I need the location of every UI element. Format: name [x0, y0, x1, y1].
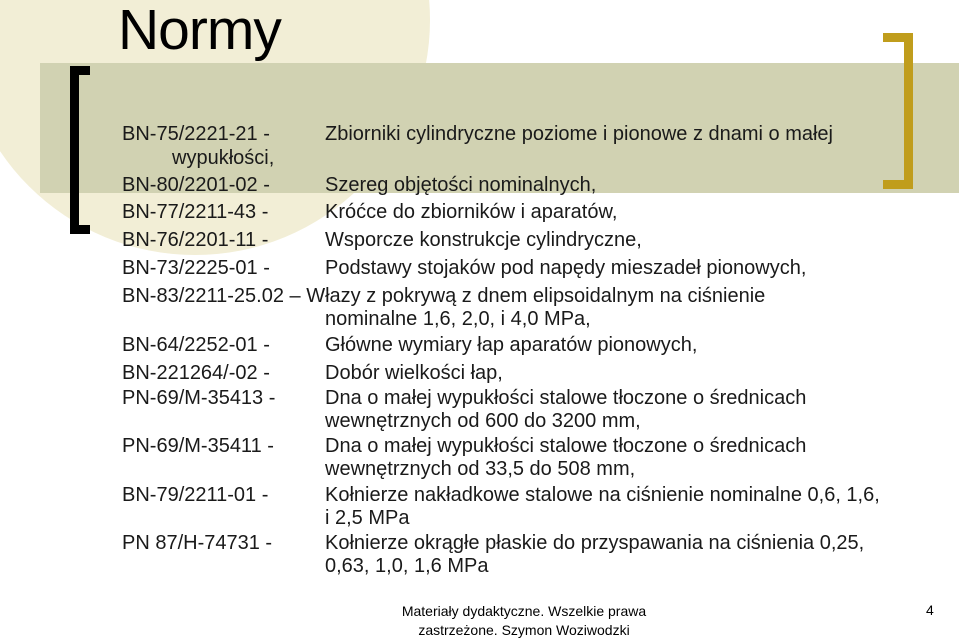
norm-description: Kołnierze okrągłe płaskie do przyspawania na ciśnienia 0,25,	[325, 532, 865, 554]
norm-code: BN-64/2252-01 -	[122, 334, 270, 356]
norm-description-continuation: i 2,5 MPa	[325, 507, 410, 529]
norm-code: PN 87/H-74731 -	[122, 532, 273, 554]
norm-description: Dna o małej wypukłości stalowe tłoczone o średnicach	[325, 435, 807, 457]
norm-code: BN-79/2211-01 -	[122, 484, 269, 506]
norm-description-continuation: wypukłości,	[172, 147, 275, 169]
norm-description: Kołnierze nakładkowe stalowe na ciśnienie nominalne 0,6, 1,6,	[325, 484, 880, 506]
norm-code: PN-69/M-35413 -	[122, 387, 276, 409]
page-number: 4	[926, 602, 934, 618]
norm-code: BN-75/2221-21 -	[122, 123, 270, 145]
norm-code: BN-73/2225-01 -	[122, 257, 270, 279]
norm-description: Króćce do zbiorników i aparatów,	[325, 201, 618, 223]
norm-code: BN-76/2201-11 -	[122, 229, 269, 251]
norm-code-inline: BN-83/2211-25.02 – Włazy z pokrywą z dnem elipsoidalnym na ciśnienie	[122, 285, 766, 307]
norm-description: Zbiorniki cylindryczne poziome i pionowe z dnami o małej	[325, 123, 833, 145]
norm-code: BN-221264/-02 -	[122, 362, 270, 384]
norm-description: Dobór wielkości łap,	[325, 362, 503, 384]
norm-description: Główne wymiary łap aparatów pionowych,	[325, 334, 698, 356]
norm-description: Dna o małej wypukłości stalowe tłoczone o średnicach	[325, 387, 807, 409]
footer-copyright: Materiały dydaktyczne. Wszelkie prawa zastrzeżone. Szymon Woziwodzki	[401, 603, 647, 638]
norm-description: Podstawy stojaków pod napędy mieszadeł pionowych,	[325, 257, 807, 279]
norm-code: BN-80/2201-02 -	[122, 174, 270, 196]
norm-code: PN-69/M-35411 -	[122, 435, 274, 457]
slide-title: Normy	[118, 0, 281, 62]
norm-description-continuation: nominalne 1,6, 2,0, i 4,0 MPa,	[325, 308, 591, 330]
norm-description: Wsporcze konstrukcje cylindryczne,	[325, 229, 642, 251]
norm-description-continuation: wewnętrznych od 33,5 do 508 mm,	[325, 458, 636, 480]
norm-code: BN-77/2211-43 -	[122, 201, 269, 223]
norm-description-continuation: wewnętrznych od 600 do 3200 mm,	[325, 410, 641, 432]
norm-description: Szereg objętości nominalnych,	[325, 174, 597, 196]
norm-description-continuation: 0,63, 1,0, 1,6 MPa	[325, 555, 489, 577]
